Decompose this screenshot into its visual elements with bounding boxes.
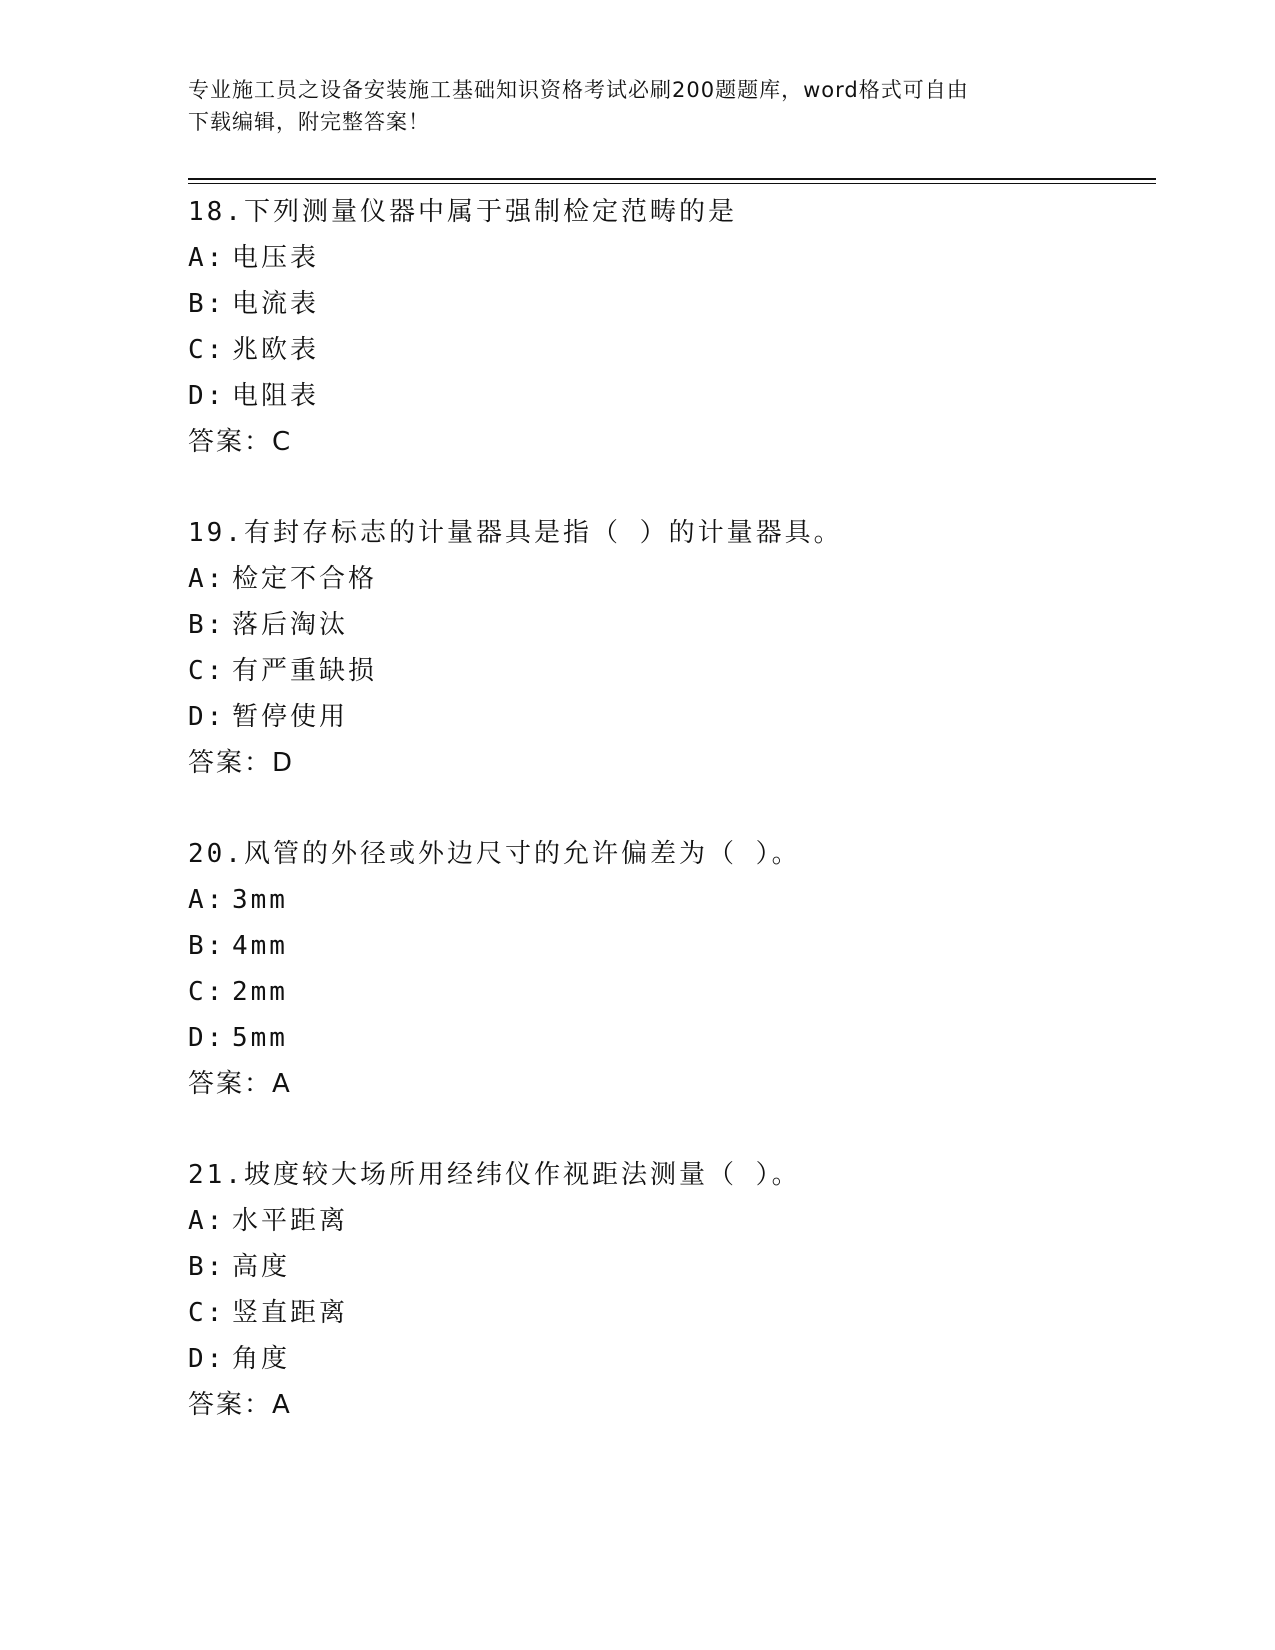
question-stem: 19.有封存标志的计量器具是指（ ）的计量器具。 [188, 518, 843, 548]
header-line-2: 下载编辑，附完整答案！ [188, 110, 430, 134]
option-text: 暂停使用 [232, 702, 349, 732]
header-divider-thin [188, 183, 1156, 184]
answer-line: 答案：C [188, 427, 293, 457]
question-20 [188, 831, 1156, 1107]
document-header [188, 74, 1088, 138]
option-a [188, 556, 1156, 602]
question-stem: 18.下列测量仪器中属于强制检定范畴的是 [188, 197, 737, 227]
option-a [188, 1198, 1156, 1244]
option-c [188, 969, 1156, 1015]
option-label: A: [188, 1206, 226, 1236]
option-c [188, 327, 1156, 373]
option-text: 5mm [232, 1023, 288, 1053]
option-label: B: [188, 289, 226, 319]
question-21 [188, 1152, 1156, 1428]
option-label: D: [188, 381, 226, 411]
option-a [188, 235, 1156, 281]
option-text: 2mm [232, 977, 288, 1007]
option-a [188, 877, 1156, 923]
header-divider-thick [188, 178, 1156, 180]
option-d [188, 1336, 1156, 1382]
option-label: C: [188, 977, 226, 1007]
answer-line: 答案：A [188, 1390, 292, 1420]
option-label: A: [188, 564, 226, 594]
header-line-1: 专业施工员之设备安装施工基础知识资格考试必刷200题题库，word格式可自由 [188, 78, 969, 102]
option-text: 电阻表 [232, 381, 320, 411]
option-label: B: [188, 931, 226, 961]
option-label: D: [188, 1344, 226, 1374]
question-list [188, 189, 1156, 1473]
option-label: B: [188, 610, 226, 640]
option-d [188, 373, 1156, 419]
option-text: 高度 [232, 1252, 291, 1282]
option-c [188, 1290, 1156, 1336]
option-label: A: [188, 885, 226, 915]
option-b [188, 602, 1156, 648]
question-stem: 20.风管的外径或外边尺寸的允许偏差为（ ）。 [188, 839, 801, 869]
option-label: D: [188, 702, 226, 732]
option-label: A: [188, 243, 226, 273]
option-label: D: [188, 1023, 226, 1053]
option-b [188, 281, 1156, 327]
option-c [188, 648, 1156, 694]
option-text: 水平距离 [232, 1206, 349, 1236]
option-text: 4mm [232, 931, 288, 961]
option-text: 检定不合格 [232, 564, 378, 594]
option-text: 兆欧表 [232, 335, 320, 365]
option-text: 有严重缺损 [232, 656, 378, 686]
option-text: 3mm [232, 885, 288, 915]
option-d [188, 694, 1156, 740]
option-d [188, 1015, 1156, 1061]
option-label: C: [188, 335, 226, 365]
option-text: 竖直距离 [232, 1298, 349, 1328]
option-label: C: [188, 1298, 226, 1328]
option-text: 电压表 [232, 243, 320, 273]
question-stem: 21.坡度较大场所用经纬仪作视距法测量（ ）。 [188, 1160, 801, 1190]
option-text: 落后淘汰 [232, 610, 349, 640]
answer-line: 答案：A [188, 1069, 292, 1099]
option-text: 角度 [232, 1344, 291, 1374]
question-19 [188, 510, 1156, 786]
question-18 [188, 189, 1156, 465]
option-label: C: [188, 656, 226, 686]
option-b [188, 923, 1156, 969]
answer-line: 答案：D [188, 748, 295, 778]
option-b [188, 1244, 1156, 1290]
option-text: 电流表 [232, 289, 320, 319]
option-label: B: [188, 1252, 226, 1282]
